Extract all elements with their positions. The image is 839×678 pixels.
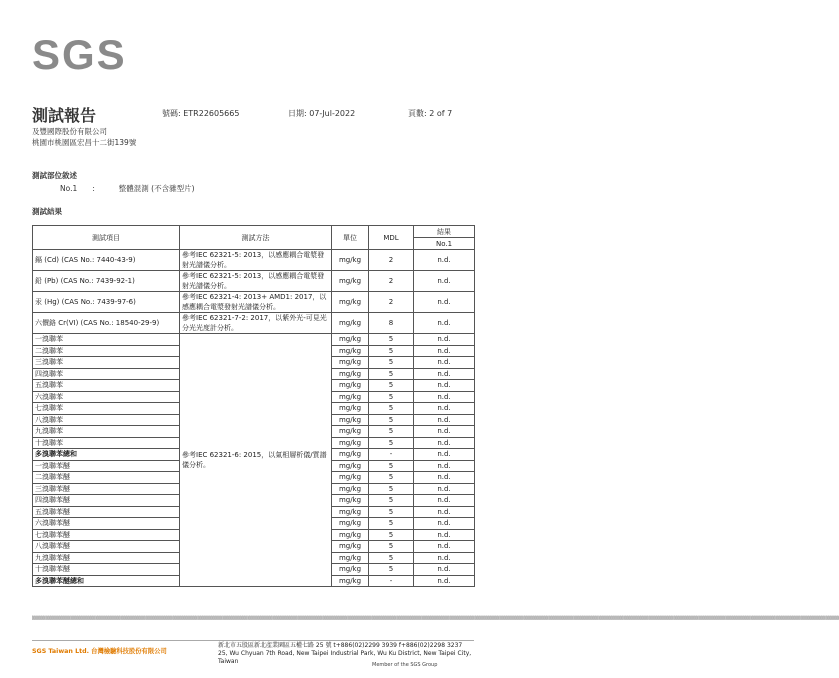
cell-result: n.d. — [414, 391, 475, 403]
cell-unit: mg/kg — [332, 271, 369, 292]
cell-result: n.d. — [414, 460, 475, 472]
cell-item: 六溴聯苯 — [33, 391, 180, 403]
cell-method-bromo: 參考IEC 62321-6: 2015，以氣相層析儀/質譜儀分析。 — [180, 334, 332, 587]
cell-item: 多溴聯苯醚總和 — [33, 575, 180, 587]
cell-mdl: 5 — [369, 518, 414, 530]
cell-mdl: 2 — [369, 292, 414, 313]
cell-item: 鉛 (Pb) (CAS No.: 7439-92-1) — [33, 271, 180, 292]
cell-method: 參考IEC 62321-4: 2013+ AMD1: 2017，以感應耦合電漿發射光譜儀分析。 — [180, 292, 332, 313]
cell-mdl: 5 — [369, 414, 414, 426]
header-item: 測試項目 — [33, 226, 180, 250]
footer-disclaimer: ▒▒▒▒▒▒▒▒▒▒▒▒▒▒▒▒▒▒▒▒▒▒▒▒▒▒▒▒▒▒▒▒▒▒▒▒▒▒▒▒▒▒▒▒▒▒▒▒▒▒▒▒▒▒▒▒▒▒▒▒▒▒▒▒▒▒▒▒▒▒▒▒▒▒▒▒▒▒▒▒▒▒▒▒▒▒▒▒▒▒▒▒▒▒▒▒▒▒▒▒▒▒▒▒▒▒▒▒▒▒▒▒▒▒▒▒▒▒▒▒▒▒▒▒▒▒▒▒▒▒▒▒▒▒▒▒▒▒▒▒▒▒▒▒▒▒▒▒▒▒▒▒▒▒▒▒▒▒▒▒▒▒▒▒▒▒▒▒▒▒▒▒▒▒▒▒▒▒▒▒▒▒▒▒▒▒▒▒▒▒▒▒▒▒▒▒▒▒▒▒▒▒▒▒▒▒▒▒▒▒▒▒▒▒▒▒▒▒▒▒▒▒▒▒▒▒▒▒▒▒▒▒▒▒▒▒▒▒▒▒▒▒▒▒▒▒▒▒▒▒▒▒▒▒▒▒▒▒▒▒▒▒▒▒▒▒▒▒▒▒▒▒▒▒▒▒▒▒▒▒▒▒▒▒▒▒▒▒▒▒▒▒ — [32, 616, 839, 620]
cell-result: n.d. — [414, 529, 475, 541]
cell-result: n.d. — [414, 414, 475, 426]
cell-result: n.d. — [414, 575, 475, 587]
cell-mdl: 5 — [369, 529, 414, 541]
cell-item: 汞 (Hg) (CAS No.: 7439-97-6) — [33, 292, 180, 313]
cell-result: n.d. — [414, 357, 475, 369]
cell-mdl: 5 — [369, 345, 414, 357]
cell-mdl: 2 — [369, 250, 414, 271]
cell-mdl: 5 — [369, 552, 414, 564]
member-sgs-group: Member of the SGS Group — [372, 662, 438, 668]
cell-unit: mg/kg — [332, 541, 369, 553]
cell-item: 一溴聯苯醚 — [33, 460, 180, 472]
cell-result: n.d. — [414, 313, 475, 334]
cell-result: n.d. — [414, 345, 475, 357]
page-number: 頁數: 2 of 7 — [408, 109, 453, 118]
cell-unit: mg/kg — [332, 357, 369, 369]
cell-unit: mg/kg — [332, 334, 369, 346]
cell-mdl: 5 — [369, 368, 414, 380]
sample-section-title: 測試部位敘述 — [32, 171, 77, 180]
cell-result: n.d. — [414, 271, 475, 292]
cell-unit: mg/kg — [332, 403, 369, 415]
table-row — [33, 292, 475, 313]
cell-unit: mg/kg — [332, 472, 369, 484]
cell-unit: mg/kg — [332, 575, 369, 587]
cell-item: 六溴聯苯醚 — [33, 518, 180, 530]
cell-unit: mg/kg — [332, 460, 369, 472]
company-name: 及豐國際股份有限公司 — [32, 127, 107, 136]
company-address: 桃園市桃園區宏昌十二街139號 — [32, 138, 137, 147]
footer-company: SGS Taiwan Ltd. 台灣檢驗科技股份有限公司 — [32, 648, 167, 655]
footer-divider — [32, 640, 474, 641]
cell-method: 參考IEC 62321-5: 2013，以感應耦合電漿發射光譜儀分析。 — [180, 250, 332, 271]
cell-unit: mg/kg — [332, 414, 369, 426]
report-date: 日期: 07-Jul-2022 — [288, 109, 356, 118]
cell-result: n.d. — [414, 368, 475, 380]
header-sample-no: No.1 — [414, 238, 475, 250]
cell-mdl: - — [369, 575, 414, 587]
cell-item: 十溴聯苯醚 — [33, 564, 180, 576]
report-title: 測試報告 — [32, 106, 97, 125]
cell-unit: mg/kg — [332, 518, 369, 530]
cell-unit: mg/kg — [332, 426, 369, 438]
header-unit: 單位 — [332, 226, 369, 250]
cell-result: n.d. — [414, 506, 475, 518]
cell-mdl: 5 — [369, 391, 414, 403]
cell-item: 五溴聯苯 — [33, 380, 180, 392]
cell-item: 九溴聯苯醚 — [33, 552, 180, 564]
cell-mdl: 5 — [369, 564, 414, 576]
cell-item: 七溴聯苯醚 — [33, 529, 180, 541]
sample-line — [60, 183, 195, 194]
cell-result: n.d. — [414, 483, 475, 495]
cell-mdl: 2 — [369, 271, 414, 292]
sample-description: 整體混測 (不含雜型片) — [118, 184, 195, 193]
cell-mdl: 5 — [369, 506, 414, 518]
footer-address-en: 25, Wu Chyuan 7th Road, New Taipei Industrial Park, Wu Ku District, New Taipei City, Taiwan — [218, 650, 472, 665]
cell-mdl: 5 — [369, 460, 414, 472]
cell-mdl: 5 — [369, 437, 414, 449]
cell-item: 二溴聯苯醚 — [33, 472, 180, 484]
cell-method: 參考IEC 62321-7-2: 2017，以紫外光-可見光分光光度計分析。 — [180, 313, 332, 334]
sample-colon: : — [92, 184, 95, 193]
cell-unit: mg/kg — [332, 495, 369, 507]
cell-unit: mg/kg — [332, 345, 369, 357]
cell-mdl: 5 — [369, 403, 414, 415]
company-block — [32, 126, 136, 148]
cell-result: n.d. — [414, 292, 475, 313]
cell-mdl: 8 — [369, 313, 414, 334]
cell-result: n.d. — [414, 472, 475, 484]
cell-result: n.d. — [414, 403, 475, 415]
cell-item: 二溴聯苯 — [33, 345, 180, 357]
report-number: 號碼: ETR22605665 — [162, 109, 240, 118]
cell-mdl: - — [369, 449, 414, 461]
cell-item: 五溴聯苯醚 — [33, 506, 180, 518]
cell-method: 參考IEC 62321-5: 2013，以感應耦合電漿發射光譜儀分析。 — [180, 271, 332, 292]
cell-result: n.d. — [414, 552, 475, 564]
header-mdl: MDL — [369, 226, 414, 250]
cell-item: 四溴聯苯 — [33, 368, 180, 380]
cell-unit: mg/kg — [332, 483, 369, 495]
cell-unit: mg/kg — [332, 380, 369, 392]
footer-address — [218, 642, 480, 666]
table-row — [33, 334, 475, 346]
cell-unit: mg/kg — [332, 506, 369, 518]
cell-mdl: 5 — [369, 426, 414, 438]
cell-item: 十溴聯苯 — [33, 437, 180, 449]
cell-unit: mg/kg — [332, 292, 369, 313]
cell-item: 鎘 (Cd) (CAS No.: 7440-43-9) — [33, 250, 180, 271]
cell-result: n.d. — [414, 426, 475, 438]
cell-result: n.d. — [414, 541, 475, 553]
sgs-logo: SGS — [32, 31, 127, 78]
cell-item: 三溴聯苯 — [33, 357, 180, 369]
cell-item: 八溴聯苯醚 — [33, 541, 180, 553]
cell-unit: mg/kg — [332, 564, 369, 576]
cell-result: n.d. — [414, 380, 475, 392]
table-row — [33, 313, 475, 334]
cell-item: 一溴聯苯 — [33, 334, 180, 346]
cell-unit: mg/kg — [332, 449, 369, 461]
cell-result: n.d. — [414, 449, 475, 461]
results-section-title: 測試結果 — [32, 207, 62, 216]
cell-unit: mg/kg — [332, 368, 369, 380]
cell-mdl: 5 — [369, 495, 414, 507]
results-table — [32, 225, 475, 587]
table-row — [33, 271, 475, 292]
cell-result: n.d. — [414, 564, 475, 576]
cell-result: n.d. — [414, 334, 475, 346]
cell-result: n.d. — [414, 437, 475, 449]
footer-address-zh: 新北市五股區新北產業園區五權七路 25 號 t+886(02)2299 3939 f+886(02)2298 3237 — [218, 642, 463, 649]
cell-item: 七溴聯苯 — [33, 403, 180, 415]
cell-mdl: 5 — [369, 483, 414, 495]
cell-result: n.d. — [414, 495, 475, 507]
cell-item: 三溴聯苯醚 — [33, 483, 180, 495]
sample-no: No.1 — [60, 184, 78, 193]
cell-mdl: 5 — [369, 380, 414, 392]
cell-mdl: 5 — [369, 541, 414, 553]
cell-unit: mg/kg — [332, 313, 369, 334]
cell-result: n.d. — [414, 518, 475, 530]
cell-unit: mg/kg — [332, 529, 369, 541]
cell-unit: mg/kg — [332, 250, 369, 271]
cell-unit: mg/kg — [332, 391, 369, 403]
cell-item: 九溴聯苯 — [33, 426, 180, 438]
cell-item: 多溴聯苯總和 — [33, 449, 180, 461]
header-result: 結果 — [414, 226, 475, 238]
cell-item: 六價鉻 Cr(VI) (CAS No.: 18540-29-9) — [33, 313, 180, 334]
cell-item: 四溴聯苯醚 — [33, 495, 180, 507]
header-method: 測試方法 — [180, 226, 332, 250]
cell-item: 八溴聯苯 — [33, 414, 180, 426]
table-row — [33, 250, 475, 271]
cell-mdl: 5 — [369, 357, 414, 369]
cell-result: n.d. — [414, 250, 475, 271]
cell-mdl: 5 — [369, 472, 414, 484]
cell-unit: mg/kg — [332, 437, 369, 449]
cell-mdl: 5 — [369, 334, 414, 346]
cell-unit: mg/kg — [332, 552, 369, 564]
